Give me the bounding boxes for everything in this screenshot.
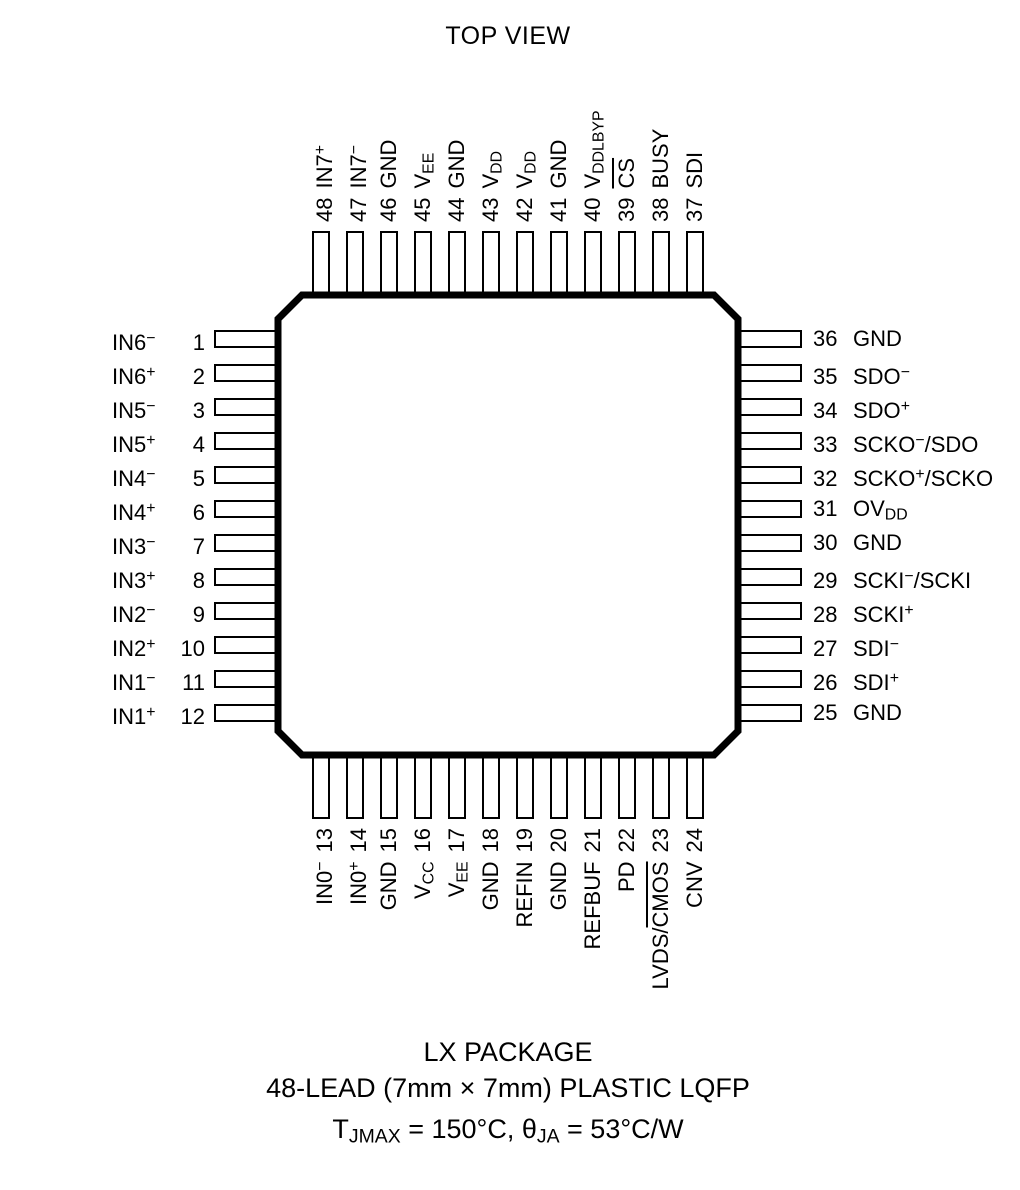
pin-label-segment: REFIN	[512, 861, 537, 928]
pin-40-label	[580, 42, 606, 222]
pin-label-segment: −	[915, 432, 925, 449]
pin-23-label	[648, 828, 674, 1018]
pin-number: 39	[614, 197, 639, 222]
pin-number: 14	[346, 828, 372, 853]
pin-name	[112, 564, 156, 594]
pin-31-label	[813, 496, 908, 522]
pin-label-segment: JMAX	[348, 1125, 401, 1148]
pin-name	[112, 428, 156, 458]
pin-label-segment: V	[580, 173, 605, 189]
pin-label-segment: V	[410, 884, 435, 900]
pin-label-segment: /SCKI	[913, 568, 972, 594]
pin-number: 44	[444, 197, 469, 222]
pin-number: 31	[813, 496, 838, 521]
pin-number: 25	[813, 700, 838, 725]
pin-32-label	[813, 462, 994, 492]
pin-label-segment: GND	[376, 861, 401, 911]
pin-label-segment: +	[146, 364, 156, 381]
pin-number: 3	[192, 398, 205, 424]
pin-number: 38	[648, 197, 673, 222]
pin-name	[112, 530, 156, 560]
pin-number: 17	[444, 828, 469, 853]
pin-39-label	[614, 42, 640, 222]
pin-number: 5	[192, 466, 205, 492]
pin-11-label	[112, 666, 205, 696]
pin-label-segment: = 150°C, θ	[400, 1114, 537, 1144]
pin-label-segment: DD	[522, 150, 540, 174]
pin-21-label	[580, 828, 606, 1018]
pin-label-segment: +	[904, 602, 914, 619]
pin-38-label	[648, 42, 674, 222]
pin-label-segment: +	[915, 466, 925, 483]
pin-label-segment: −	[146, 330, 156, 347]
pin-label-segment: SDI	[853, 670, 890, 696]
pin-name	[853, 530, 902, 556]
pin-label-segment: SDO	[853, 398, 901, 424]
pin-label-segment: −	[889, 636, 899, 653]
pin-35-label	[813, 360, 910, 390]
pin-name	[853, 632, 899, 662]
pin-label-segment: GND	[546, 861, 571, 911]
pin-label-segment: GND	[478, 861, 503, 911]
pin-label-segment: SDI	[682, 151, 707, 189]
pin-number: 29	[813, 568, 838, 594]
pin-12-label	[112, 700, 205, 730]
pin-label-segment: +	[900, 398, 910, 415]
pin-label-segment: IN4	[112, 466, 147, 492]
pin-number: 36	[813, 326, 838, 351]
pin-label-segment: +	[312, 145, 329, 155]
pin-5-label	[112, 462, 205, 492]
pin-label-segment: SCKO	[853, 432, 916, 458]
pin-30-label	[813, 530, 902, 556]
pin-27-label	[813, 632, 899, 662]
pin-label-segment: DDLBYP	[590, 110, 608, 174]
pin-label-segment: IN5	[112, 432, 147, 458]
pin-number: 21	[580, 828, 605, 853]
pin-17-label	[444, 828, 470, 1018]
pin-label-segment: +	[346, 861, 363, 871]
pin-label-segment: $\overline{CS}$	[614, 157, 639, 189]
pin-name	[853, 598, 914, 628]
pin-name	[853, 666, 899, 696]
package-description: 48-LEAD (7mm × 7mm) PLASTIC LQFP	[266, 1073, 750, 1103]
pin-36-label	[813, 326, 902, 352]
pin-name	[112, 462, 156, 492]
pin-label-segment: IN7	[346, 154, 372, 189]
pin-number: 6	[192, 500, 205, 526]
pin-label-segment: V	[410, 173, 435, 189]
pin-2-label	[112, 360, 205, 390]
pin-14-label	[342, 828, 372, 1018]
pin-18-label	[478, 828, 504, 1018]
pin-22-label	[614, 828, 640, 1018]
pin-number: 40	[580, 197, 605, 222]
pin-name	[853, 462, 993, 492]
pin-label-segment: +	[889, 670, 899, 687]
pin-label-segment: LVDS/	[648, 927, 673, 990]
pin-number: 30	[813, 530, 838, 555]
pin-label-segment: REFBUF	[580, 861, 605, 950]
pin-label-segment: EE	[420, 152, 438, 174]
pin-label-segment: JA	[536, 1125, 560, 1148]
pin-name	[112, 598, 156, 628]
pin-number: 19	[512, 828, 537, 853]
pin-name	[853, 394, 910, 424]
pin-number: 20	[546, 828, 571, 853]
pin-label-segment: −	[146, 670, 156, 687]
pin-label-segment: IN0	[312, 870, 338, 905]
pin-number: 15	[376, 828, 401, 853]
pin-label-segment: PD	[614, 861, 639, 893]
pin-number: 9	[192, 602, 205, 628]
pin-44-label	[444, 42, 470, 222]
pin-label-segment: V	[444, 882, 469, 898]
pin-number: 33	[813, 432, 838, 458]
pin-name	[112, 632, 156, 662]
pin-label-segment: IN1	[112, 704, 147, 730]
package-name: LX PACKAGE	[423, 1037, 593, 1067]
pin-label-segment: IN6	[112, 330, 147, 356]
pin-1-label	[112, 326, 205, 356]
pin-26-label	[813, 666, 899, 696]
pin-name	[853, 700, 902, 726]
pin-label-segment: DD	[884, 506, 908, 524]
pin-number: 16	[410, 828, 435, 853]
pin-label-segment: IN3	[112, 534, 147, 560]
pin-number: 23	[648, 828, 673, 853]
pin-45-label	[410, 42, 436, 222]
pin-label-segment: BUSY	[648, 128, 673, 189]
pin-number: 11	[182, 670, 205, 696]
pin-label-segment: V	[478, 173, 503, 189]
pin-9-label	[112, 598, 205, 628]
pin-name	[853, 564, 971, 594]
pin-label-segment: DD	[488, 150, 506, 174]
pin-number: 27	[813, 636, 838, 662]
pin-label-segment: −	[146, 534, 156, 551]
pin-number: 37	[682, 197, 707, 222]
pin-number: 1	[192, 330, 205, 356]
pin-37-label	[682, 42, 708, 222]
pin-24-label	[682, 828, 708, 1018]
pin-number: 32	[813, 466, 838, 492]
pin-name	[853, 496, 908, 528]
pin-name	[853, 326, 902, 352]
pin-8-label	[112, 564, 205, 594]
pin-label-segment: = 53°C/W	[559, 1114, 684, 1144]
pin-6-label	[112, 496, 205, 526]
pin-label-segment: IN5	[112, 398, 147, 424]
pin-16-label	[410, 828, 436, 1018]
pin-number: 2	[192, 364, 205, 390]
pin-label-segment: +	[146, 704, 156, 721]
pin-label-segment: +	[146, 500, 156, 517]
pin-number: 26	[813, 670, 838, 696]
pin-name	[112, 700, 156, 730]
pin-46-label	[376, 42, 402, 222]
pin-number: 22	[614, 828, 639, 853]
pin-name	[112, 360, 156, 390]
pin-label-segment: SCKO	[853, 466, 916, 492]
pin-3-label	[112, 394, 205, 424]
pin-label-segment: GND	[853, 700, 902, 725]
pin-number: 8	[192, 568, 205, 594]
pin-19-label	[512, 828, 538, 1018]
pin-number: 48	[312, 197, 338, 222]
pin-label-segment: +	[146, 568, 156, 585]
pin-label-segment: +	[146, 432, 156, 449]
pin-label-segment: −	[904, 568, 914, 585]
pin-name	[853, 360, 910, 390]
pin-label-segment: IN2	[112, 602, 147, 628]
pin-number: 10	[180, 636, 205, 662]
pin-number: 34	[813, 398, 838, 424]
pin-label-segment: IN4	[112, 500, 147, 526]
pin-label-segment: SDO	[853, 364, 901, 390]
pin-label-segment: GND	[853, 326, 902, 351]
pin-label-segment: SDI	[853, 636, 890, 662]
pin-label-segment: CNV	[682, 861, 707, 908]
pin-number: 42	[512, 197, 537, 222]
pin-29-label	[813, 564, 972, 594]
pin-4-label	[112, 428, 205, 458]
pin-number: 45	[410, 197, 435, 222]
pin-15-label	[376, 828, 402, 1018]
pin-number: 4	[192, 432, 205, 458]
pin-label-segment: IN3	[112, 568, 147, 594]
pin-name	[112, 666, 156, 696]
pin-34-label	[813, 394, 910, 424]
pin-number: 7	[192, 534, 205, 560]
pin-label-segment: −	[146, 466, 156, 483]
pin-number: 41	[546, 197, 571, 222]
pin-label-segment: −	[146, 602, 156, 619]
pin-number: 28	[813, 602, 838, 628]
pin-name	[112, 496, 156, 526]
pin-label-segment: GND	[546, 139, 571, 189]
pin-42-label	[512, 42, 538, 222]
pin-number: 13	[312, 828, 338, 853]
pin-7-label	[112, 530, 205, 560]
pin-number: 43	[478, 197, 503, 222]
pin-48-label	[308, 42, 338, 222]
pin-label-segment: −	[900, 364, 910, 381]
pin-label-segment: EE	[454, 861, 472, 883]
pin-label-segment: −	[346, 145, 363, 155]
pin-label-segment: −	[312, 861, 329, 871]
pin-number: 12	[180, 704, 205, 730]
pin-number: 18	[478, 828, 503, 853]
pin-name	[112, 394, 156, 424]
pin-label-segment: IN2	[112, 636, 147, 662]
figure-title: TOP VIEW	[445, 22, 571, 50]
pin-label-segment: +	[146, 636, 156, 653]
pin-label-segment: SCKI	[853, 568, 905, 594]
pin-28-label	[813, 598, 914, 628]
pin-label-segment: T	[332, 1114, 349, 1144]
pin-label-segment: SCKI	[853, 602, 905, 628]
pin-43-label	[478, 42, 504, 222]
pin-name	[853, 428, 978, 458]
pin-10-label	[112, 632, 205, 662]
pin-number: 47	[346, 197, 372, 222]
pin-47-label	[342, 42, 372, 222]
pin-20-label	[546, 828, 572, 1018]
pin-number: 24	[682, 828, 707, 853]
pin-label-segment: OV	[853, 496, 885, 521]
pin-label-segment: CMOS	[648, 861, 673, 928]
pin-number: 35	[813, 364, 838, 390]
pin-label-segment: IN0	[346, 870, 372, 905]
pin-label-segment: IN1	[112, 670, 147, 696]
pin-name	[112, 326, 156, 356]
pin-label-segment: GND	[853, 530, 902, 555]
pin-number: 46	[376, 197, 401, 222]
pin-label-segment: /SDO	[924, 432, 979, 458]
pin-33-label	[813, 428, 979, 458]
pin-41-label	[546, 42, 572, 222]
pin-label-segment: CC	[420, 861, 438, 885]
pin-label-segment: GND	[376, 139, 401, 189]
pin-label-segment: IN6	[112, 364, 147, 390]
pin-label-segment: V	[512, 173, 537, 189]
pin-label-segment: GND	[444, 139, 469, 189]
pin-13-label	[308, 828, 338, 1018]
pin-25-label	[813, 700, 902, 726]
pin-label-segment: IN7	[312, 154, 338, 189]
pin-label-segment: /SCKO	[924, 466, 994, 492]
pin-label-segment: −	[146, 398, 156, 415]
